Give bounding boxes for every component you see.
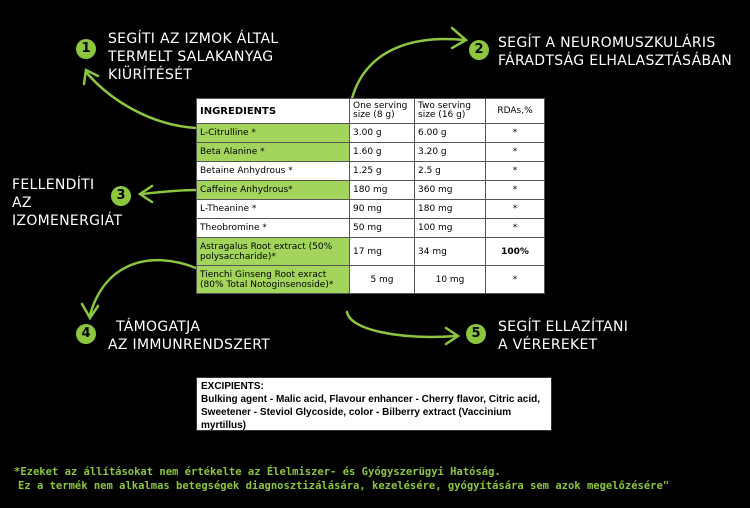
table-row [197, 162, 545, 181]
ingredients-table [196, 98, 545, 294]
ingredient-name: Tienchi Ginseng Root exract (80% Total Notoginsenoside)* [197, 266, 350, 294]
excipients-line1: Bulking agent - Malic acid, Flavour enhancer - Cherry flavor, Citric acid, [201, 394, 540, 405]
benefit-5-number: 5 [466, 324, 486, 344]
benefit-3-line2: AZ [12, 195, 32, 211]
arrow-5 [347, 312, 456, 337]
rda-value: * [486, 162, 545, 181]
rda-value: * [486, 143, 545, 162]
one-serving-amount: 50 mg [350, 219, 415, 238]
one-serving-amount: 17 mg [350, 238, 415, 266]
two-serving-amount: 180 mg [415, 200, 486, 219]
table-row [197, 238, 545, 266]
benefit-1-number: 1 [76, 39, 96, 59]
ingredient-name: Astragalus Root extract (50% polysaccharide)* [197, 238, 350, 266]
excipients-box [196, 377, 552, 431]
benefit-3-line3: IZOMENERGIÁT [12, 213, 123, 229]
benefit-2-number: 2 [469, 40, 489, 60]
ingredient-name: Beta Alanine * [197, 143, 350, 162]
excipients-title: EXCIPIENTS: [201, 381, 264, 392]
two-serving-amount: 100 mg [415, 219, 486, 238]
rda-value: 100% [486, 238, 545, 266]
two-serving-amount: 34 mg [415, 238, 486, 266]
rda-value: * [486, 200, 545, 219]
ingredient-name: Caffeine Anhydrous* [197, 181, 350, 200]
arrow-4 [90, 260, 196, 315]
benefit-3-number: 3 [111, 186, 131, 206]
benefit-1-line3: KIÜRÍTÉSÉT [108, 67, 193, 83]
benefit-4-number: 4 [76, 324, 96, 344]
benefit-4-line2: AZ IMMUNRENDSZERT [108, 337, 271, 353]
two-serving-amount: 3.20 g [415, 143, 486, 162]
table-row [197, 124, 545, 143]
rda-value: * [486, 181, 545, 200]
benefit-5-line1: SEGÍT ELLAZÍTANI [498, 319, 629, 335]
benefit-5-text [498, 318, 628, 354]
two-serving-amount: 6.00 g [415, 124, 486, 143]
ingredient-name: L-Theanine * [197, 200, 350, 219]
header-ingredients: INGREDIENTS [197, 99, 350, 124]
ingredient-name: Betaine Anhydrous * [197, 162, 350, 181]
rda-value: * [486, 124, 545, 143]
excipients-line2: Sweetener - Steviol Glycoside, color - Bilberry extract (Vaccinium myrtillus) [201, 407, 512, 431]
benefit-5-line2: A VÉREREKET [498, 337, 598, 353]
one-serving-amount: 1.60 g [350, 143, 415, 162]
one-serving-amount: 3.00 g [350, 124, 415, 143]
footnote-line2: Ez a termék nem alkalmas betegségek diagnosztizálására, kezelésére, gyógyítására sem azok megelőzésére" [18, 480, 670, 492]
benefit-1-line1: SEGÍTI AZ IZMOK ÁLTAL [108, 31, 279, 47]
arrow-3 [142, 190, 196, 194]
rda-value: * [486, 219, 545, 238]
benefit-2-text [498, 34, 732, 70]
benefit-3-text [12, 176, 122, 230]
header-rda: RDAs,% [486, 99, 545, 124]
table-row [197, 200, 545, 219]
table-row [197, 266, 545, 294]
benefit-1-line2: TERMELT SALAKANYAG [108, 49, 274, 65]
two-serving-amount: 2.5 g [415, 162, 486, 181]
ingredient-name: L-Citrulline * [197, 124, 350, 143]
table-row [197, 219, 545, 238]
benefit-2-line1: SEGÍT A NEUROMUSZKULÁRIS [498, 35, 716, 51]
rda-value: * [486, 266, 545, 294]
one-serving-amount: 90 mg [350, 200, 415, 219]
benefit-2-line2: FÁRADTSÁG ELHALASZTÁSÁBAN [498, 53, 733, 69]
one-serving-amount: 180 mg [350, 181, 415, 200]
table-row [197, 143, 545, 162]
footnote-line1: *Ezeket az állításokat nem értékelte az Élelmiszer- és Gyógyszerügyi Hatóság. [14, 466, 501, 478]
benefit-4-line1: TÁMOGATJA [116, 319, 201, 335]
header-two-serving: Two serving size (16 g) [415, 99, 486, 124]
benefit-3-line1: FELLENDÍTI [12, 177, 95, 193]
table-header-row [197, 99, 545, 124]
benefit-1-text [108, 30, 279, 84]
one-serving-amount: 1.25 g [350, 162, 415, 181]
two-serving-amount: 10 mg [415, 266, 486, 294]
table-row [197, 181, 545, 200]
benefit-4-text [108, 318, 270, 354]
one-serving-amount: 5 mg [350, 266, 415, 294]
header-one-serving: One serving size (8 g) [350, 99, 415, 124]
two-serving-amount: 360 mg [415, 181, 486, 200]
ingredient-name: Theobromine * [197, 219, 350, 238]
